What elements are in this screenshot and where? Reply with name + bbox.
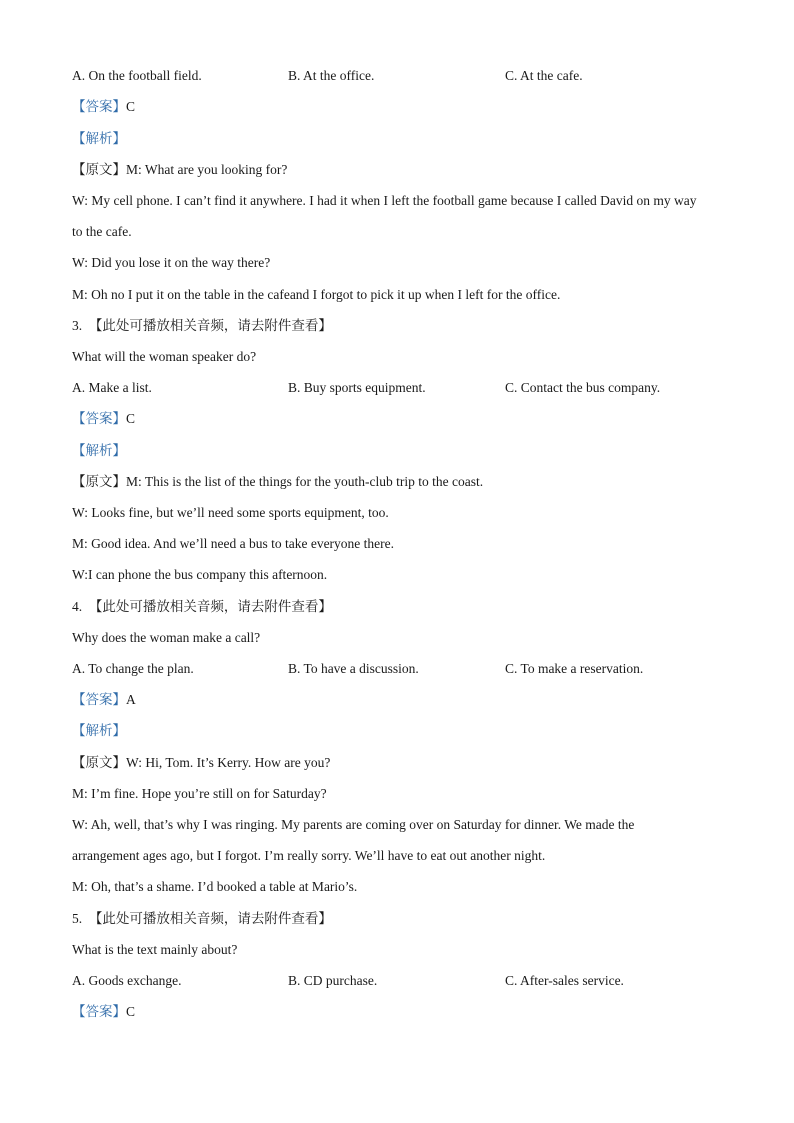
transcript-text: W: Hi, Tom. It’s Kerry. How are you? (126, 755, 331, 770)
answer-label: 答案 (85, 411, 113, 426)
q5-option-c: C. After-sales service. (505, 973, 624, 988)
q4-transcript-line: W: Ah, well, that’s why I was ringing. My parents are coming over on Saturday for dinner. We made the (72, 817, 635, 832)
bracket-open: 【 (72, 692, 86, 707)
transcript-text: M: This is the list of the things for the youth-club trip to the coast. (126, 474, 484, 489)
q4-transcript-line (72, 754, 330, 772)
analysis-label: 解析 (85, 443, 113, 458)
bracket-close: 】 (112, 131, 126, 146)
answer-value: C (126, 99, 136, 114)
q4-option-c: C. To make a reservation. (505, 661, 644, 676)
bracket-open: 【 (72, 99, 86, 114)
q3-option-a: A. Make a list. (72, 380, 152, 395)
q5-header (72, 910, 332, 928)
audio-note: 【此处可播放相关音频，请去附件查看】 (88, 599, 332, 614)
bracket-close: 】 (112, 692, 126, 707)
bracket-open: 【 (72, 474, 86, 489)
q4-transcript-line: M: I’m fine. Hope you’re still on for Saturday? (72, 786, 327, 801)
audio-note: 【此处可播放相关音频，请去附件查看】 (88, 911, 332, 926)
bracket-close: 】 (112, 162, 126, 177)
bracket-open: 【 (72, 443, 86, 458)
q5-option-b: B. CD purchase. (288, 973, 378, 988)
analysis-label: 解析 (85, 723, 113, 738)
question-number: 4. (72, 599, 83, 614)
answer-value: C (126, 411, 136, 426)
transcript-text: M: What are you looking for? (126, 162, 288, 177)
bracket-open: 【 (72, 411, 86, 426)
original-label: 原文 (85, 755, 113, 770)
q2-option-c: C. At the cafe. (505, 68, 583, 83)
question-number: 3. (72, 318, 83, 333)
bracket-open: 【 (72, 162, 86, 177)
q5-answer (72, 1003, 135, 1021)
q4-analysis (72, 722, 126, 740)
answer-label: 答案 (85, 1004, 113, 1019)
q4-question: Why does the woman make a call? (72, 630, 261, 645)
q3-header (72, 317, 332, 335)
q3-transcript-line: M: Good idea. And we’ll need a bus to take everyone there. (72, 536, 395, 551)
answer-value: C (126, 1004, 136, 1019)
original-label: 原文 (85, 162, 113, 177)
q2-transcript-line: W: Did you lose it on the way there? (72, 255, 271, 270)
q5-question: What is the text mainly about? (72, 942, 238, 957)
answer-value: A (126, 692, 136, 707)
answer-label: 答案 (85, 99, 113, 114)
q4-option-a: A. To change the plan. (72, 661, 194, 676)
bracket-close: 】 (112, 411, 126, 426)
q2-transcript-line: W: My cell phone. I can’t find it anywhere. I had it when I left the football game because I called David on my way (72, 193, 697, 208)
q3-option-b: B. Buy sports equipment. (288, 380, 426, 395)
q4-transcript-line: M: Oh, that’s a shame. I’d booked a table at Mario’s. (72, 879, 358, 894)
q4-option-b: B. To have a discussion. (288, 661, 419, 676)
bracket-close: 】 (112, 1004, 126, 1019)
q2-option-a: A. On the football field. (72, 68, 202, 83)
q2-transcript-line: M: Oh no I put it on the table in the cafeand I forgot to pick it up when I left for the office. (72, 287, 561, 302)
q3-transcript-line: W: Looks fine, but we’ll need some sports equipment, too. (72, 505, 389, 520)
q3-question: What will the woman speaker do? (72, 349, 257, 364)
bracket-close: 】 (112, 723, 126, 738)
audio-note: 【此处可播放相关音频，请去附件查看】 (88, 318, 332, 333)
answer-label: 答案 (85, 692, 113, 707)
q3-option-c: C. Contact the bus company. (505, 380, 661, 395)
q2-transcript-line: to the cafe. (72, 224, 132, 239)
bracket-close: 】 (112, 443, 126, 458)
q2-transcript-line (72, 161, 287, 179)
q3-answer (72, 410, 135, 428)
bracket-close: 】 (112, 755, 126, 770)
question-number: 5. (72, 911, 83, 926)
bracket-open: 【 (72, 1004, 86, 1019)
bracket-close: 】 (112, 99, 126, 114)
q3-transcript-line (72, 473, 483, 491)
q4-answer (72, 691, 136, 709)
q3-analysis (72, 442, 126, 460)
q4-header (72, 598, 332, 616)
q2-option-b: B. At the office. (288, 68, 375, 83)
bracket-open: 【 (72, 131, 86, 146)
bracket-close: 】 (112, 474, 126, 489)
q2-answer (72, 98, 135, 116)
bracket-open: 【 (72, 755, 86, 770)
q2-analysis (72, 130, 126, 148)
q3-transcript-line: W:I can phone the bus company this afternoon. (72, 567, 328, 582)
bracket-open: 【 (72, 723, 86, 738)
original-label: 原文 (85, 474, 113, 489)
q5-option-a: A. Goods exchange. (72, 973, 182, 988)
q4-transcript-line: arrangement ages ago, but I forgot. I’m really sorry. We’ll have to eat out another night. (72, 848, 546, 863)
analysis-label: 解析 (85, 131, 113, 146)
